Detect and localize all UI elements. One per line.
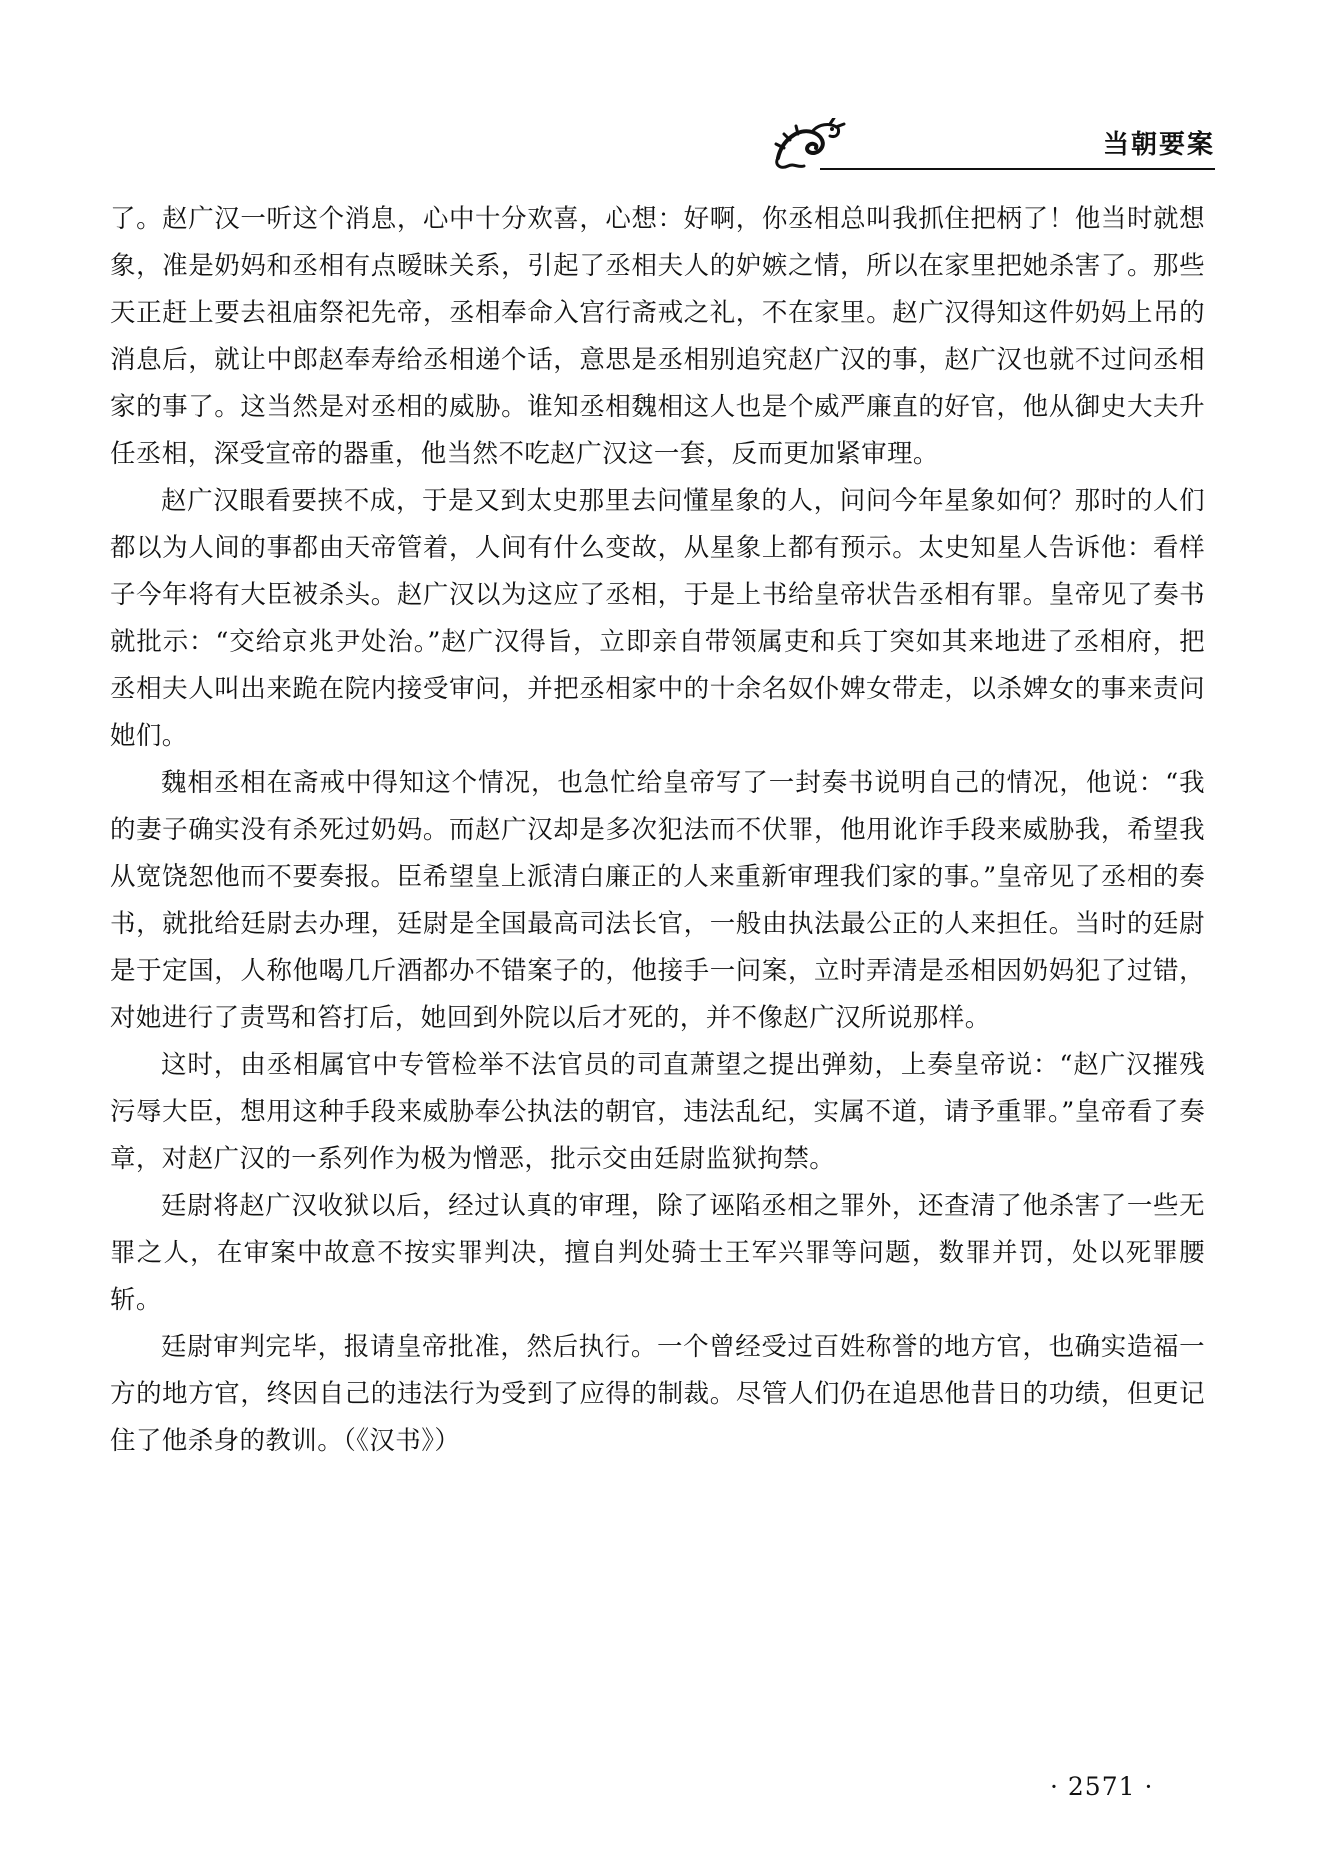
- paragraph-3: 魏相丞相在斋戒中得知这个情况，也急忙给皇帝写了一封奏书说明自己的情况，他说：“我的妻子确实没有杀死过奶妈。而赵广汉却是多次犯法而不伏罪，他用讹诈手段来威胁我，希望我从宽饶恕他而不要奏报。臣希望皇上派清白廉正的人来重新审理我们家的事。”皇帝见了丞相的奏书，就批给廷尉去办理，廷尉是全国最高司法长官，一般由执法最公正的人来担任。当时的廷尉是于定国，人称他喝几斤酒都办不错案子的，他接手一问案，立时弄清是丞相因奶妈犯了过错，对她进行了责骂和笞打后，她回到外院以后才死的，并不像赵广汉所说那样。: [110, 768, 1205, 1033]
- header-divider: [820, 168, 1215, 170]
- paragraph-2: 赵广汉眼看要挟不成，于是又到太史那里去问懂星象的人，问问今年星象如何？那时的人们都以为人间的事都由天帝管着，人间有什么变故，从星象上都有预示。太史知星人告诉他：看样子今年将有大臣被杀头。赵广汉以为这应了丞相，于是上书给皇帝状告丞相有罪。皇帝见了奏书就批示：“交给京兆尹处治。”赵广汉得旨，立即亲自带领属吏和兵丁突如其来地进了丞相府，把丞相夫人叫出来跪在院内接受审问，并把丞相家中的十余名奴仆婢女带走，以杀婢女的事来责问她们。: [110, 486, 1205, 751]
- paragraph-5: 廷尉将赵广汉收狱以后，经过认真的审理，除了诬陷丞相之罪外，还查清了他杀害了一些无罪之人，在审案中故意不按实罪判决，擅自判处骑士王军兴罪等问题，数罪并罚，处以死罪腰斩。: [110, 1191, 1205, 1315]
- paragraph-6: 廷尉审判完毕，报请皇帝批准，然后执行。一个曾经受过百姓称誉的地方官，也确实造福一方的地方官，终因自己的违法行为受到了应得的制裁。尽管人们仍在追思他昔日的功绩，但更记住了他杀身的教训。（《汉书》）: [110, 1332, 1205, 1456]
- page-number: · 2571 ·: [1050, 1772, 1154, 1801]
- paragraph-1: 了。赵广汉一听这个消息，心中十分欢喜，心想：好啊，你丞相总叫我抓住把柄了！他当时就想象，准是奶妈和丞相有点暧昧关系，引起了丞相夫人的妒嫉之情，所以在家里把她杀害了。那些天正赶上要去祖庙祭祀先帝，丞相奉命入宫行斋戒之礼，不在家里。赵广汉得知这件奶妈上吊的消息后，就让中郎赵奉寿给丞相递个话，意思是丞相别追究赵广汉的事，赵广汉也就不过问丞相家的事了。这当然是对丞相的威胁。谁知丞相魏相这人也是个威严廉直的好官，他从御史大夫升任丞相，深受宣帝的器重，他当然不吃赵广汉这一套，反而更加紧审理。: [110, 204, 1205, 469]
- header-title: 当朝要案: [1102, 130, 1215, 160]
- running-header: [760, 118, 1215, 172]
- body-text: [110, 196, 1205, 1465]
- dragon-icon: [768, 118, 848, 172]
- paragraph-4: 这时，由丞相属官中专管检举不法官员的司直萧望之提出弹劾，上奏皇帝说：“赵广汉摧残污辱大臣，想用这种手段来威胁奉公执法的朝官，违法乱纪，实属不道，请予重罪。”皇帝看了奏章，对赵广汉的一系列作为极为憎恶，批示交由廷尉监狱拘禁。: [110, 1050, 1205, 1174]
